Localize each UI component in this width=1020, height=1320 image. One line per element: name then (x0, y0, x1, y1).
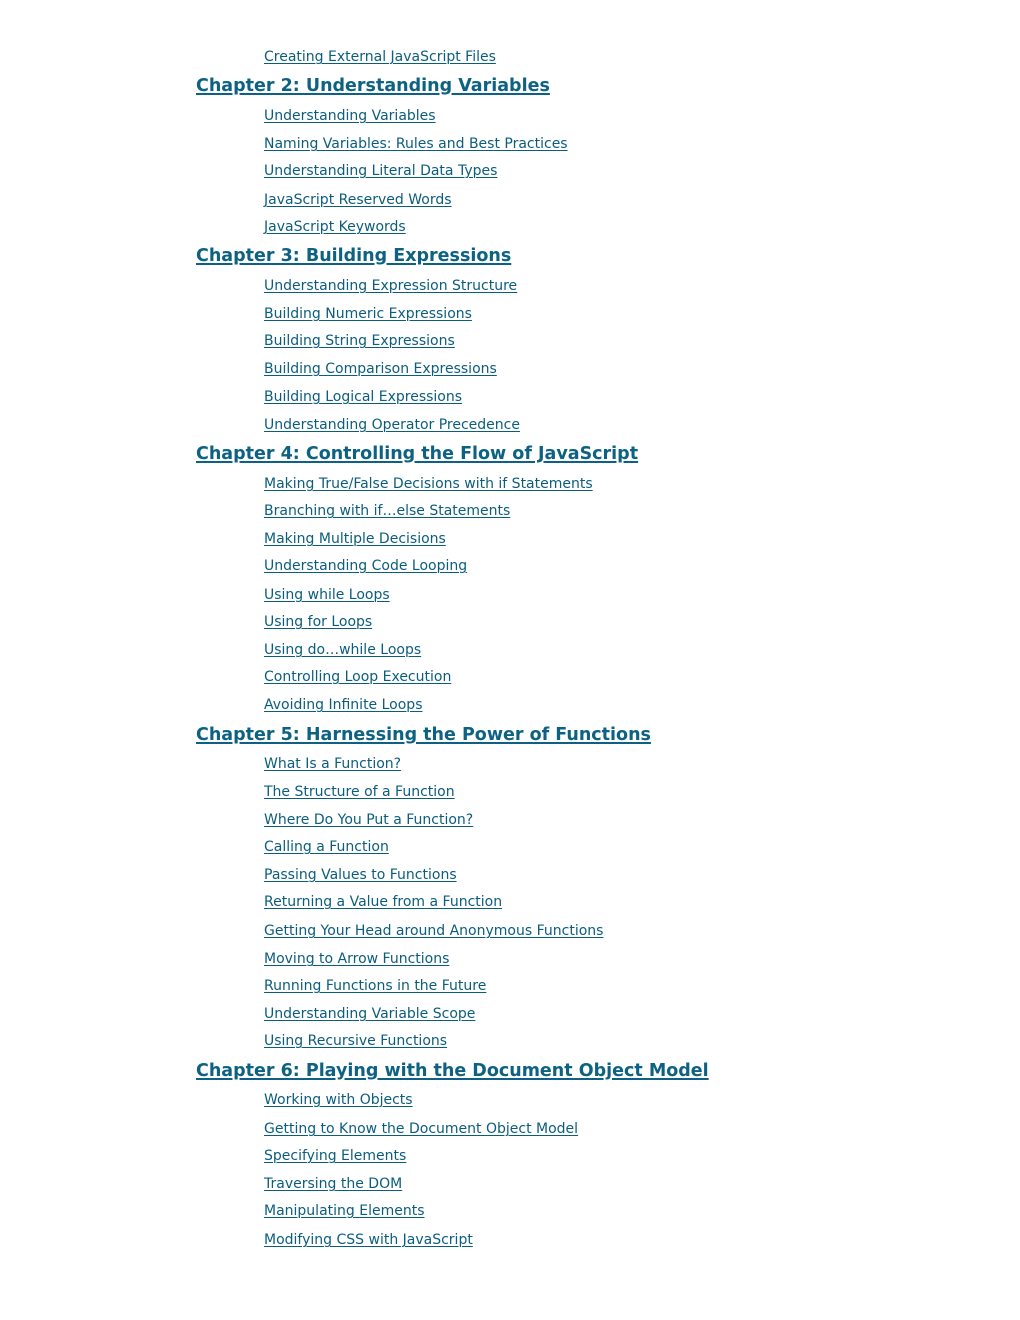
toc-section-link[interactable]: Getting Your Head around Anonymous Functions (264, 923, 604, 939)
toc-chapter-link[interactable]: Chapter 3: Building Expressions (196, 246, 512, 266)
toc-section-link[interactable]: Traversing the DOM (264, 1176, 403, 1192)
toc-section-link[interactable]: Understanding Variable Scope (264, 1006, 476, 1022)
toc-section-link[interactable]: Creating External JavaScript Files (264, 49, 496, 65)
toc-section-link[interactable]: Moving to Arrow Functions (264, 951, 450, 967)
toc-section-link[interactable]: Building Logical Expressions (264, 389, 463, 405)
toc-section-link[interactable]: Using Recursive Functions (264, 1033, 448, 1049)
toc-section-link[interactable]: Returning a Value from a Function (264, 894, 503, 910)
toc-section-link[interactable]: Naming Variables: Rules and Best Practices (264, 136, 568, 152)
toc-chapter-link[interactable]: Chapter 5: Harnessing the Power of Functions (196, 725, 651, 745)
toc-section-link[interactable]: Understanding Code Looping (264, 558, 468, 574)
toc-section-link[interactable]: Making True/False Decisions with if Statements (264, 476, 593, 492)
toc-section-link[interactable]: Making Multiple Decisions (264, 531, 446, 547)
toc-section-link[interactable]: Building Numeric Expressions (264, 306, 472, 322)
toc-section-link[interactable]: What Is a Function? (264, 756, 402, 772)
toc-section-link[interactable]: Understanding Literal Data Types (264, 163, 498, 179)
toc-section-link[interactable]: The Structure of a Function (264, 784, 455, 800)
toc-section-link[interactable]: Running Functions in the Future (264, 978, 487, 994)
toc-section-link[interactable]: Calling a Function (264, 839, 389, 855)
toc-section-link[interactable]: Branching with if…else Statements (264, 503, 511, 519)
toc-chapter-link[interactable]: Chapter 2: Understanding Variables (196, 76, 550, 96)
toc-section-link[interactable]: Modifying CSS with JavaScript (264, 1232, 473, 1248)
toc-section-link[interactable]: Understanding Variables (264, 108, 436, 124)
toc-section-link[interactable]: Building Comparison Expressions (264, 361, 497, 377)
toc-section-link[interactable]: JavaScript Reserved Words (264, 192, 452, 208)
toc-section-link[interactable]: Specifying Elements (264, 1148, 407, 1164)
toc-section-link[interactable]: Working with Objects (264, 1092, 413, 1108)
toc-section-link[interactable]: JavaScript Keywords (264, 219, 406, 235)
toc-section-link[interactable]: Building String Expressions (264, 333, 455, 349)
toc-section-link[interactable]: Getting to Know the Document Object Model (264, 1121, 579, 1137)
toc-section-link[interactable]: Controlling Loop Execution (264, 669, 452, 685)
toc-section-link[interactable]: Using for Loops (264, 614, 373, 630)
toc-chapter-link[interactable]: Chapter 6: Playing with the Document Object Model (196, 1061, 709, 1081)
toc-chapter-link[interactable]: Chapter 4: Controlling the Flow of JavaScript (196, 444, 639, 464)
toc-section-link[interactable]: Avoiding Infinite Loops (264, 697, 423, 713)
toc-section-link[interactable]: Understanding Expression Structure (264, 278, 518, 294)
toc-section-link[interactable]: Understanding Operator Precedence (264, 417, 520, 433)
toc-section-link[interactable]: Using while Loops (264, 587, 390, 603)
toc-section-link[interactable]: Passing Values to Functions (264, 867, 457, 883)
toc-section-link[interactable]: Manipulating Elements (264, 1203, 425, 1219)
toc-section-link[interactable]: Using do…while Loops (264, 642, 422, 658)
toc-section-link[interactable]: Where Do You Put a Function? (264, 812, 474, 828)
